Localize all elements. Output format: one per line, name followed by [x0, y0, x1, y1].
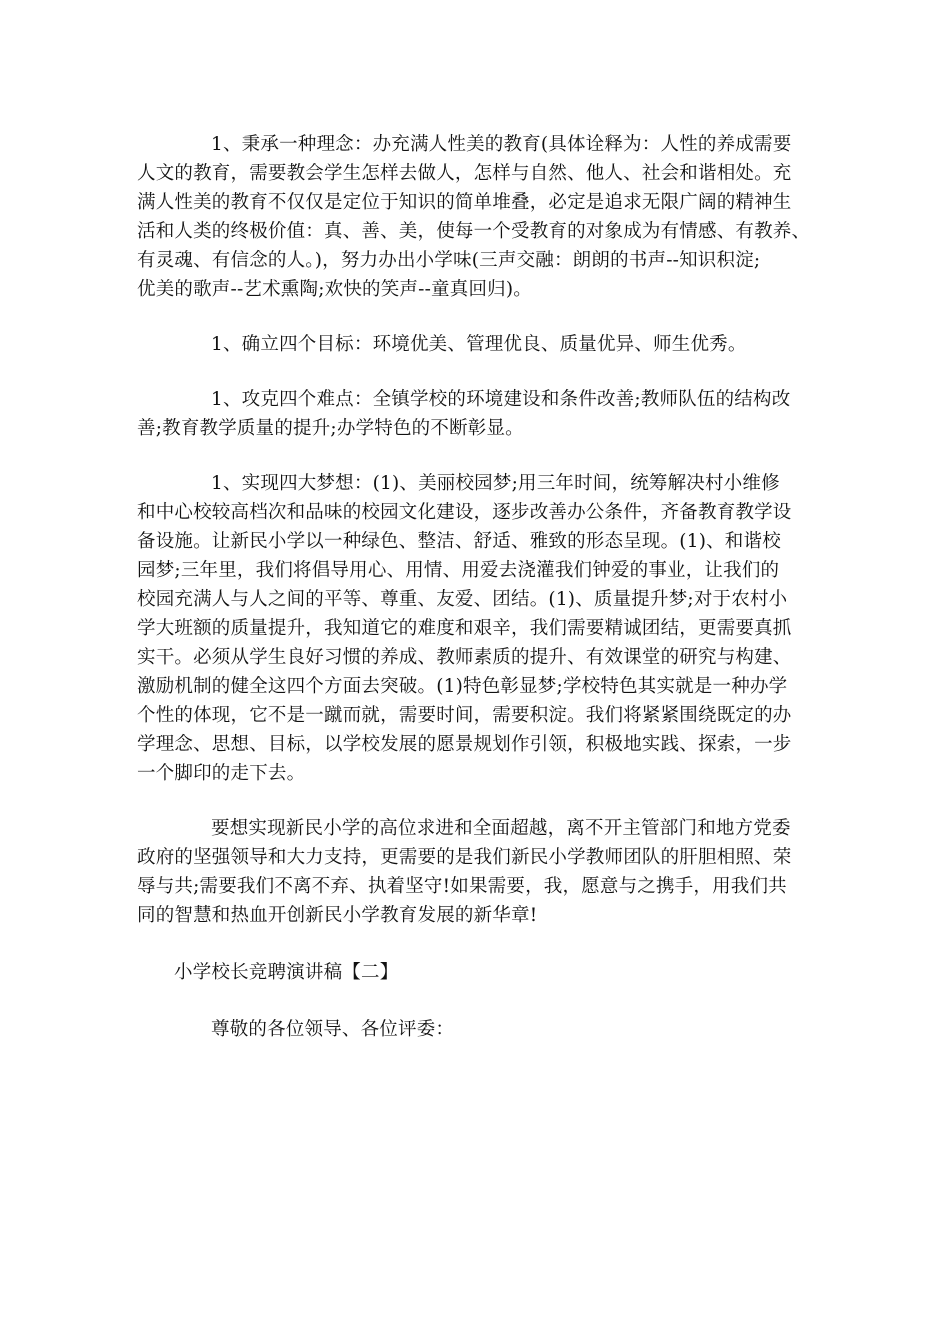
- text-line: 有灵魂、有信念的人。)，努力办出小学味(三声交融：朗朗的书声--知识积淀;: [137, 250, 761, 271]
- text-line: 和中心校较高档次和品味的校园文化建设，逐步改善办公条件，齐备教育教学设: [137, 502, 792, 523]
- paragraph-difficulties: [137, 385, 817, 443]
- text-line: 优美的歌声--艺术熏陶;欢快的笑声--童真回归)。: [137, 279, 532, 300]
- paragraph-dreams: [137, 469, 817, 788]
- text-line: 1、确立四个目标：环境优美、管理优良、质量优异、师生优秀。: [211, 334, 747, 355]
- text-line: 备设施。让新民小学以一种绿色、整洁、舒适、雅致的形态呈现。(1)、和谐校: [137, 531, 781, 552]
- section-title: 小学校长竞聘演讲稿【二】: [174, 962, 399, 983]
- greeting-paragraph: [137, 1015, 817, 1044]
- text-line: 实干。必须从学生良好习惯的养成、教师素质的提升、有效课堂的研究与构建、: [137, 647, 792, 668]
- text-line: 活和人类的终极价值：真、善、美，使每一个受教育的对象成为有情感、有教养、: [137, 221, 811, 242]
- text-line: 学大班额的质量提升，我知道它的难度和艰辛，我们需要精诚团结，更需要真抓: [137, 618, 792, 639]
- text-line: 个性的体现，它不是一蹴而就，需要时间，需要积淀。我们将紧紧围绕既定的办: [137, 705, 792, 726]
- paragraph-goals: [137, 330, 817, 359]
- text-line: 政府的坚强领导和大力支持，更需要的是我们新民小学教师团队的肝胆相照、荣: [137, 847, 792, 868]
- paragraph-closing: [137, 814, 817, 930]
- text-line: 同的智慧和热血开创新民小学教育发展的新华章!: [137, 905, 538, 926]
- section-heading: [137, 958, 817, 987]
- text-line: 善;教育教学质量的提升;办学特色的不断彰显。: [137, 418, 524, 439]
- paragraph-philosophy: [137, 130, 817, 304]
- text-line: 1、实现四大梦想：(1)、美丽校园梦;用三年时间，统筹解决村小维修: [211, 473, 780, 494]
- text-line: 激励机制的健全这四个方面去突破。(1)特色彰显梦;学校特色其实就是一种办学: [137, 676, 788, 697]
- text-line: 校园充满人与人之间的平等、尊重、友爱、团结。(1)、质量提升梦;对于农村小: [137, 589, 788, 610]
- text-line: 1、攻克四个难点：全镇学校的环境建设和条件改善;教师队伍的结构改: [211, 389, 791, 410]
- text-line: 辱与共;需要我们不离不弃、执着坚守!如果需要，我，愿意与之携手，用我们共: [137, 876, 787, 897]
- document-page: [137, 130, 817, 1070]
- text-line: 满人性美的教育不仅仅是定位于知识的简单堆叠，必定是追求无限广阔的精神生: [137, 192, 792, 213]
- text-line: 一个脚印的走下去。: [137, 763, 306, 784]
- text-line: 人文的教育，需要教会学生怎样去做人，怎样与自然、他人、社会和谐相处。充: [137, 163, 792, 184]
- text-line: 1、秉承一种理念：办充满人性美的教育(具体诠释为：人性的养成需要: [211, 134, 792, 155]
- text-line: 要想实现新民小学的高位求进和全面超越，离不开主管部门和地方党委: [211, 818, 791, 839]
- greeting-line: 尊敬的各位领导、各位评委：: [211, 1019, 455, 1040]
- text-line: 园梦;三年里，我们将倡导用心、用情、用爱去浇灌我们钟爱的事业，让我们的: [137, 560, 780, 581]
- text-line: 学理念、思想、目标，以学校发展的愿景规划作引领，积极地实践、探索，一步: [137, 734, 792, 755]
